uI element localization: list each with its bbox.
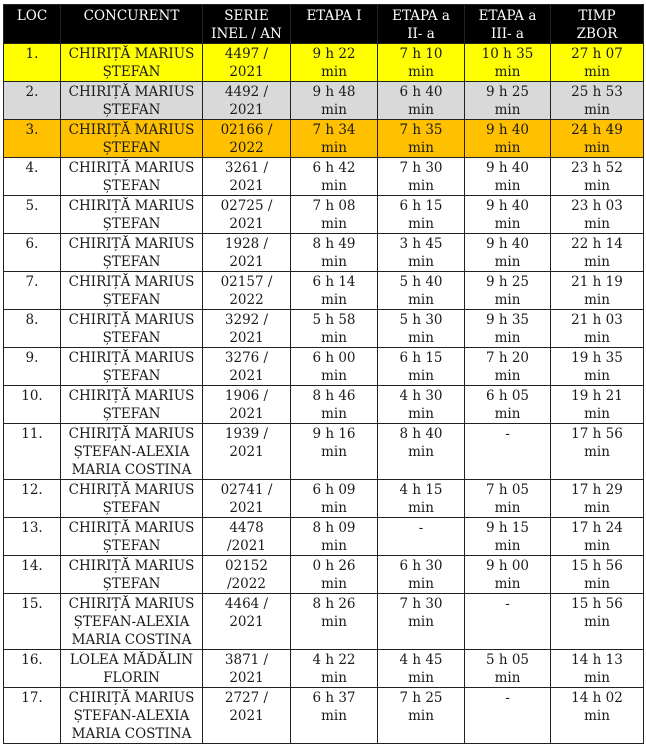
cell-concurent: CHIRIȚĂ MARIUS ȘTEFAN	[61, 120, 203, 158]
cell-concurent: CHIRIȚĂ MARIUS ȘTEFAN	[61, 272, 203, 310]
cell-timp-zbor: 15 h 56 min	[551, 556, 644, 594]
cell-concurent: CHIRIȚĂ MARIUS ȘTEFAN	[61, 158, 203, 196]
cell-concurent: CHIRIȚĂ MARIUS ȘTEFAN	[61, 44, 203, 82]
cell-loc: 8.	[4, 310, 61, 348]
table-row	[4, 556, 644, 594]
cell-etapa-1: 9 h 48 min	[291, 82, 378, 120]
cell-timp-zbor: 21 h 19 min	[551, 272, 644, 310]
header-concurent: CONCURENT	[61, 5, 203, 44]
table-row	[4, 518, 644, 556]
cell-etapa-1: 6 h 00 min	[291, 348, 378, 386]
cell-serie-inel: 4478 /2021	[203, 518, 291, 556]
cell-etapa-2: 6 h 15 min	[378, 196, 465, 234]
cell-concurent: CHIRIȚĂ MARIUS ȘTEFAN	[61, 556, 203, 594]
table-header	[4, 5, 644, 44]
table-row	[4, 234, 644, 272]
cell-serie-inel: 3871 / 2021	[203, 650, 291, 688]
results-table	[3, 4, 644, 744]
header-etapa-2: ETAPA a II- a	[378, 5, 465, 44]
cell-etapa-1: 6 h 37 min	[291, 688, 378, 744]
header-serie-inel: SERIE INEL / AN	[203, 5, 291, 44]
cell-concurent: CHIRIȚĂ MARIUS ȘTEFAN-ALEXIA MARIA COSTINA	[61, 594, 203, 650]
table-row	[4, 44, 644, 82]
cell-etapa-1: 7 h 08 min	[291, 196, 378, 234]
header-row	[4, 5, 644, 44]
cell-etapa-3: 9 h 40 min	[465, 234, 551, 272]
cell-serie-inel: 1906 / 2021	[203, 386, 291, 424]
cell-timp-zbor: 17 h 29 min	[551, 480, 644, 518]
cell-etapa-2: 4 h 30 min	[378, 386, 465, 424]
table-row	[4, 348, 644, 386]
header-timp-zbor: TIMP ZBOR	[551, 5, 644, 44]
cell-serie-inel: 02166 / 2022	[203, 120, 291, 158]
cell-loc: 13.	[4, 518, 61, 556]
cell-timp-zbor: 21 h 03 min	[551, 310, 644, 348]
cell-concurent: CHIRIȚĂ MARIUS ȘTEFAN	[61, 82, 203, 120]
cell-concurent: CHIRIȚĂ MARIUS ȘTEFAN-ALEXIA MARIA COSTINA	[61, 424, 203, 480]
cell-timp-zbor: 19 h 21 min	[551, 386, 644, 424]
table-body	[4, 44, 644, 744]
cell-serie-inel: 3292 / 2021	[203, 310, 291, 348]
cell-loc: 4.	[4, 158, 61, 196]
cell-serie-inel: 02725 / 2021	[203, 196, 291, 234]
cell-serie-inel: 02152 /2022	[203, 556, 291, 594]
cell-serie-inel: 02157 / 2022	[203, 272, 291, 310]
cell-loc: 17.	[4, 688, 61, 744]
cell-timp-zbor: 24 h 49 min	[551, 120, 644, 158]
cell-etapa-3: -	[465, 424, 551, 480]
cell-loc: 7.	[4, 272, 61, 310]
cell-etapa-1: 7 h 34 min	[291, 120, 378, 158]
cell-etapa-3: 9 h 40 min	[465, 158, 551, 196]
cell-loc: 6.	[4, 234, 61, 272]
cell-etapa-3: -	[465, 594, 551, 650]
cell-loc: 3.	[4, 120, 61, 158]
cell-timp-zbor: 23 h 52 min	[551, 158, 644, 196]
cell-loc: 12.	[4, 480, 61, 518]
results-table-container	[3, 4, 643, 744]
cell-etapa-2: 7 h 30 min	[378, 594, 465, 650]
table-row	[4, 480, 644, 518]
cell-concurent: CHIRIȚĂ MARIUS ȘTEFAN	[61, 348, 203, 386]
cell-timp-zbor: 14 h 13 min	[551, 650, 644, 688]
table-row	[4, 594, 644, 650]
cell-etapa-3: -	[465, 688, 551, 744]
cell-timp-zbor: 27 h 07 min	[551, 44, 644, 82]
cell-serie-inel: 4492 / 2021	[203, 82, 291, 120]
cell-etapa-1: 8 h 46 min	[291, 386, 378, 424]
cell-loc: 14.	[4, 556, 61, 594]
cell-etapa-2: 7 h 30 min	[378, 158, 465, 196]
cell-etapa-3: 7 h 20 min	[465, 348, 551, 386]
cell-etapa-3: 5 h 05 min	[465, 650, 551, 688]
cell-etapa-2: 5 h 40 min	[378, 272, 465, 310]
cell-loc: 10.	[4, 386, 61, 424]
cell-concurent: CHIRIȚĂ MARIUS ȘTEFAN	[61, 386, 203, 424]
cell-etapa-1: 6 h 14 min	[291, 272, 378, 310]
cell-etapa-2: 6 h 15 min	[378, 348, 465, 386]
cell-serie-inel: 1928 / 2021	[203, 234, 291, 272]
cell-loc: 9.	[4, 348, 61, 386]
cell-timp-zbor: 14 h 02 min	[551, 688, 644, 744]
cell-etapa-3: 6 h 05 min	[465, 386, 551, 424]
header-etapa-1: ETAPA I	[291, 5, 378, 44]
cell-loc: 11.	[4, 424, 61, 480]
cell-etapa-2: 4 h 45 min	[378, 650, 465, 688]
cell-loc: 16.	[4, 650, 61, 688]
cell-etapa-2: 8 h 40 min	[378, 424, 465, 480]
cell-timp-zbor: 17 h 24 min	[551, 518, 644, 556]
cell-etapa-1: 9 h 16 min	[291, 424, 378, 480]
cell-timp-zbor: 23 h 03 min	[551, 196, 644, 234]
cell-etapa-2: 6 h 30 min	[378, 556, 465, 594]
cell-etapa-3: 9 h 25 min	[465, 272, 551, 310]
cell-concurent: CHIRIȚĂ MARIUS ȘTEFAN	[61, 234, 203, 272]
cell-concurent: LOLEA MĂDĂLIN FLORIN	[61, 650, 203, 688]
cell-etapa-3: 9 h 40 min	[465, 120, 551, 158]
cell-timp-zbor: 22 h 14 min	[551, 234, 644, 272]
cell-timp-zbor: 15 h 56 min	[551, 594, 644, 650]
cell-serie-inel: 3261 / 2021	[203, 158, 291, 196]
cell-serie-inel: 4464 / 2021	[203, 594, 291, 650]
cell-loc: 1.	[4, 44, 61, 82]
cell-concurent: CHIRIȚĂ MARIUS ȘTEFAN	[61, 480, 203, 518]
table-row	[4, 196, 644, 234]
cell-concurent: CHIRIȚĂ MARIUS ȘTEFAN	[61, 310, 203, 348]
cell-etapa-3: 10 h 35 min	[465, 44, 551, 82]
table-row	[4, 650, 644, 688]
cell-etapa-1: 6 h 09 min	[291, 480, 378, 518]
cell-etapa-2: 7 h 25 min	[378, 688, 465, 744]
cell-etapa-2: 6 h 40 min	[378, 82, 465, 120]
table-row	[4, 424, 644, 480]
cell-etapa-3: 9 h 00 min	[465, 556, 551, 594]
cell-etapa-2: 3 h 45 min	[378, 234, 465, 272]
cell-serie-inel: 4497 / 2021	[203, 44, 291, 82]
cell-etapa-3: 9 h 15 min	[465, 518, 551, 556]
cell-concurent: CHIRIȚĂ MARIUS ȘTEFAN	[61, 518, 203, 556]
cell-etapa-1: 9 h 22 min	[291, 44, 378, 82]
cell-etapa-2: 4 h 15 min	[378, 480, 465, 518]
cell-concurent: CHIRIȚĂ MARIUS ȘTEFAN-ALEXIA MARIA COSTINA	[61, 688, 203, 744]
cell-serie-inel: 2727 / 2021	[203, 688, 291, 744]
table-row	[4, 272, 644, 310]
cell-etapa-1: 6 h 42 min	[291, 158, 378, 196]
cell-etapa-1: 4 h 22 min	[291, 650, 378, 688]
cell-timp-zbor: 25 h 53 min	[551, 82, 644, 120]
table-row	[4, 310, 644, 348]
header-etapa-3: ETAPA a III- a	[465, 5, 551, 44]
cell-etapa-3: 9 h 35 min	[465, 310, 551, 348]
table-row	[4, 158, 644, 196]
cell-loc: 2.	[4, 82, 61, 120]
table-row	[4, 688, 644, 744]
cell-etapa-2: -	[378, 518, 465, 556]
cell-concurent: CHIRIȚĂ MARIUS ȘTEFAN	[61, 196, 203, 234]
cell-etapa-1: 8 h 09 min	[291, 518, 378, 556]
cell-timp-zbor: 19 h 35 min	[551, 348, 644, 386]
cell-loc: 5.	[4, 196, 61, 234]
cell-serie-inel: 02741 / 2021	[203, 480, 291, 518]
cell-etapa-2: 5 h 30 min	[378, 310, 465, 348]
cell-etapa-2: 7 h 35 min	[378, 120, 465, 158]
cell-etapa-1: 8 h 26 min	[291, 594, 378, 650]
header-loc: LOC	[4, 5, 61, 44]
cell-etapa-3: 9 h 40 min	[465, 196, 551, 234]
cell-etapa-1: 0 h 26 min	[291, 556, 378, 594]
table-row	[4, 82, 644, 120]
cell-etapa-2: 7 h 10 min	[378, 44, 465, 82]
cell-timp-zbor: 17 h 56 min	[551, 424, 644, 480]
cell-loc: 15.	[4, 594, 61, 650]
cell-etapa-3: 7 h 05 min	[465, 480, 551, 518]
cell-etapa-1: 8 h 49 min	[291, 234, 378, 272]
cell-serie-inel: 3276 / 2021	[203, 348, 291, 386]
table-row	[4, 120, 644, 158]
cell-etapa-3: 9 h 25 min	[465, 82, 551, 120]
table-row	[4, 386, 644, 424]
cell-serie-inel: 1939 / 2021	[203, 424, 291, 480]
cell-etapa-1: 5 h 58 min	[291, 310, 378, 348]
